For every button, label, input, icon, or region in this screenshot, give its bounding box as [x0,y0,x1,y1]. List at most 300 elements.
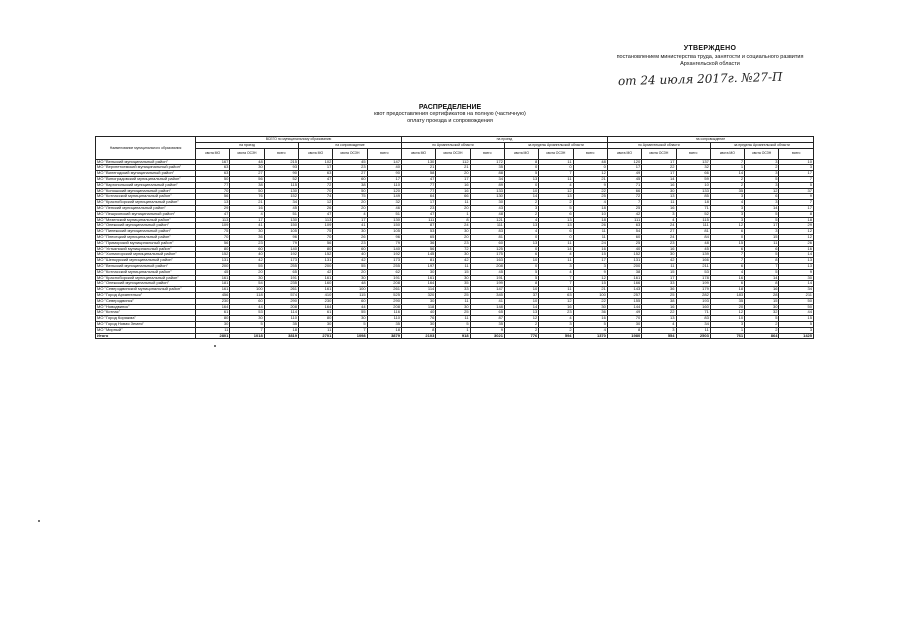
quota-cell: 18 [676,200,710,206]
quota-cell: 140 [367,246,401,252]
quota-cell: 48 [230,159,264,165]
quota-cell: 33 [436,287,470,293]
quota-cell: 16 [539,304,573,310]
quota-cell: 30 [196,321,230,327]
quota-table [95,136,814,339]
quota-cell: 0 [504,263,538,269]
quota-cell: 574 [264,292,298,298]
quota-cell: 594 [539,333,573,339]
quota-cell: 105 [367,229,401,235]
quota-cell: 152 [196,252,230,258]
quota-cell: 14 [642,176,676,182]
quota-cell: 8 [779,211,814,217]
quota-cell: 4 [573,327,607,333]
header-escort: на сопровождение [607,137,813,143]
quota-cell: 13 [504,223,538,229]
quota-cell: 761 [710,333,744,339]
quota-cell: 118 [401,304,435,310]
quota-cell: 26 [299,205,333,211]
quota-cell: 7 [230,327,264,333]
quota-cell: 261 [264,287,298,293]
quota-cell: 152 [299,252,333,258]
quota-cell: 16 [642,182,676,188]
approval-block [610,45,810,68]
quota-cell: 30 [230,165,264,171]
approval-line-2: Архангельской области [680,61,740,67]
table-total-row [96,333,814,339]
quota-cell: 6 [710,281,744,287]
quota-cell: 110 [367,316,401,322]
quota-cell: 16 [230,205,264,211]
quota-cell: 3 [539,321,573,327]
quota-cell: 120 [367,188,401,194]
quota-cell: 27 [230,171,264,177]
quota-cell: 60 [230,246,264,252]
quota-cell: 7 [779,176,814,182]
quota-cell: 49 [607,171,641,177]
approval-title: УТВЕРЖДЕНО [683,45,737,52]
quota-cell: 13 [504,176,538,182]
municipality-name: МО "Мезенский муниципальный район" [96,217,196,223]
quota-cell: 131 [607,258,641,264]
quota-cell: 48 [676,240,710,246]
quota-cell: 150 [367,223,401,229]
quota-cell: 7 [539,281,573,287]
quota-cell: 11 [436,200,470,206]
quota-cell: 191 [470,275,504,281]
quota-cell: 918 [436,333,470,339]
quota-cell: 160 [299,281,333,287]
quota-cell: 3819 [264,333,298,339]
quota-cell: 9 [470,327,504,333]
quota-cell: 172 [470,159,504,165]
quota-cell: 29 [779,223,814,229]
header-travel: на проезд [401,137,607,143]
quota-cell: 261 [367,287,401,293]
municipality-name: МО "Приморский муниципальный район" [96,240,196,246]
quota-cell: 111 [470,223,504,229]
quota-cell: 13 [504,310,538,316]
quota-cell: 16 [573,246,607,252]
quota-cell: 191 [264,275,298,281]
quota-cell: 17 [401,200,435,206]
quota-cell: 20 [230,269,264,275]
quota-cell: 145 [401,252,435,258]
quota-cell: 83 [676,316,710,322]
quota-cell: 3 [642,211,676,217]
quota-cell: 15 [745,234,779,240]
quota-cell: 35 [367,321,401,327]
quota-cell: 30 [230,229,264,235]
quota-cell: 1098 [333,333,367,339]
quota-cell: 14 [779,281,814,287]
quota-cell: 1018 [230,333,264,339]
municipality-name: МО "Город Коряжма" [96,316,196,322]
quota-cell: 72 [299,182,333,188]
quota-cell: 30 [230,275,264,281]
quota-cell: 164 [196,304,230,310]
quota-cell: 48 [333,281,367,287]
quota-cell: 193 [676,298,710,304]
quota-cell: 776 [504,333,538,339]
quota-cell: 5 [333,321,367,327]
quota-cell: 36 [642,287,676,293]
quota-cell: 2701 [299,333,333,339]
quota-cell: 51 [264,211,298,217]
quota-cell: 15 [573,252,607,258]
quota-cell: 5 [745,252,779,258]
quota-cell: 7 [710,159,744,165]
quota-cell: 10 [504,298,538,304]
quota-cell: 0 [504,165,538,171]
quota-cell: 20 [710,304,744,310]
quota-cell: 7 [607,200,641,206]
quota-cell: 149 [367,194,401,200]
quota-cell: 21 [230,200,264,206]
quota-cell: 26 [779,240,814,246]
quota-cell: 120 [607,159,641,165]
quota-cell: 30 [745,304,779,310]
quota-cell: 87 [401,223,435,229]
municipality-name: МО "Плесецкий муниципальный район" [96,234,196,240]
quota-cell: 0 [504,182,538,188]
quota-cell: 54 [607,229,641,235]
quota-cell: 41 [230,223,264,229]
quota-cell: 6 [745,194,779,200]
header-name: Наименование муниципального образования [96,137,196,160]
quota-cell: 215 [264,159,298,165]
quota-cell: 200 [299,263,333,269]
quota-cell: 125 [470,246,504,252]
header-col-total: всего [264,148,298,159]
quota-cell: 21 [436,165,470,171]
quota-cell: 12 [573,275,607,281]
quota-cell: 8 [607,327,641,333]
quota-cell: 18 [779,217,814,223]
quota-cell: 864 [745,333,779,339]
quota-cell: 15 [710,240,744,246]
municipality-name: МО "Новодвинск" [96,304,196,310]
quota-cell: 11 [642,200,676,206]
quota-cell: 20 [333,200,367,206]
quota-cell: 13 [642,194,676,200]
quota-cell: 35 [470,165,504,171]
quota-cell: 6 [710,229,744,235]
quota-cell: 76 [230,194,264,200]
quota-cell: 35 [710,298,744,304]
quota-cell: 45 [264,205,298,211]
quota-cell: 35 [470,321,504,327]
quota-cell: 6 [710,263,744,269]
quota-cell: 14 [710,171,744,177]
quota-cell: 3 [779,165,814,171]
quota-cell: 3 [573,263,607,269]
header-total-escort: на сопровождение [299,142,402,148]
quota-cell: 30 [401,298,435,304]
quota-cell: 60 [470,240,504,246]
quota-cell: 55 [230,263,264,269]
header-col-osszn: квота ОСЗН [333,148,367,159]
quota-cell: 30 [401,321,435,327]
quota-cell: 11 [299,327,333,333]
municipality-name: МО "Котласский муниципальный район" [96,194,196,200]
quota-cell: 30 [436,304,470,310]
quota-cell: 5 [745,316,779,322]
quota-cell: 24 [642,234,676,240]
quota-cell: 208 [264,304,298,310]
quota-cell: 30 [470,200,504,206]
quota-cell: 4 [230,211,264,217]
quota-cell: 71 [607,182,641,188]
quota-cell: 5 [745,217,779,223]
quota-cell: 22 [642,310,676,316]
quota-cell: 43 [470,205,504,211]
quota-cell: 1425 [779,333,814,339]
quota-cell: 320 [401,292,435,298]
municipality-name: Итого [96,333,196,339]
header-travel-out-region: за пределы Архангельской области [504,142,607,148]
quota-cell: 112 [436,159,470,165]
quota-cell: 13 [539,217,573,223]
quota-cell: 3 [642,327,676,333]
quota-cell: 13 [539,223,573,229]
quota-cell: 40 [401,310,435,316]
quota-cell: 130 [367,217,401,223]
scan-speck [38,520,40,522]
municipality-name: МО "Вилегодский муниципальный район" [96,171,196,177]
quota-cell: 42 [333,258,367,264]
quota-cell: 166 [607,281,641,287]
quota-cell: 80 [299,246,333,252]
quota-cell: 30 [642,252,676,258]
quota-cell: 88 [470,171,504,177]
quota-cell: 53 [401,229,435,235]
quota-cell: 11 [676,327,710,333]
quota-cell: 5 [230,321,264,327]
quota-cell: 65 [401,234,435,240]
quota-cell: 25 [607,205,641,211]
quota-cell: 161 [196,275,230,281]
quota-cell: 42 [299,269,333,275]
municipality-name: МО "Мирный" [96,327,196,333]
quota-cell: 23 [642,240,676,246]
quota-cell: 173 [367,258,401,264]
quota-cell: 2 [710,182,744,188]
quota-cell: 42 [607,211,641,217]
quota-cell: 0 [573,165,607,171]
quota-cell: 70 [196,234,230,240]
quota-cell: 1 [710,327,744,333]
quota-cell: 140 [264,246,298,252]
quota-cell: 20 [436,205,470,211]
quota-cell: 7 [745,263,779,269]
quota-cell: 25 [436,292,470,298]
quota-cell: 8 [436,217,470,223]
quota-cell: 14 [745,275,779,281]
quota-cell: 5 [745,176,779,182]
quota-cell: 55 [333,263,367,269]
quota-cell: 109 [196,223,230,229]
quota-cell: 235 [264,281,298,287]
quota-cell: 15 [573,281,607,287]
quota-cell: 56 [401,246,435,252]
quota-cell: 63 [607,223,641,229]
quota-cell: 8 [401,327,435,333]
quota-cell: 115 [264,182,298,188]
quota-cell: 114 [401,287,435,293]
quota-cell: 5 [745,211,779,217]
quota-cell: 167 [196,159,230,165]
quota-cell: 60 [333,176,367,182]
quota-cell: 6 [745,246,779,252]
quota-cell: 50 [333,188,367,194]
quota-cell: 96 [264,234,298,240]
quota-cell: 100 [333,287,367,293]
quota-cell: 40 [607,246,641,252]
quota-cell: 40 [333,252,367,258]
quota-cell: 12 [710,223,744,229]
quota-cell: 34 [264,200,298,206]
quota-cell: 133 [470,188,504,194]
quota-cell: 70 [607,316,641,322]
municipality-name: МО "Северодвинск" [96,298,196,304]
quota-cell: 0 [539,165,573,171]
quota-cell: 113 [299,217,333,223]
quota-cell: 35 [264,321,298,327]
quota-cell: 15 [779,316,814,322]
quota-cell: 42 [436,258,470,264]
quota-cell: 16 [779,246,814,252]
quota-cell: 18 [710,287,744,293]
quota-cell: 45 [333,159,367,165]
municipality-name: МО "Вельский муниципальный район" [96,159,196,165]
quota-cell: 60 [333,298,367,304]
quota-cell: 130 [264,188,298,194]
quota-cell: 17 [607,165,641,171]
quota-cell: 34 [470,176,504,182]
quota-cell: 42 [642,258,676,264]
quota-cell: 7 [333,327,367,333]
quota-cell: 22 [573,298,607,304]
document-title: РАСПРЕДЕЛЕНИЕ [418,104,482,111]
quota-cell: 147 [470,287,504,293]
quota-cell: 9 [573,182,607,188]
quota-cell: 25 [573,194,607,200]
quota-cell: 44 [333,304,367,310]
quota-cell: 14 [745,205,779,211]
header-col-osszn: квота ОСЗН [642,148,676,159]
quota-cell: 181 [196,281,230,287]
quota-cell: 50 [196,176,230,182]
municipality-name: МО "Коношский муниципальный район" [96,188,196,194]
quota-cell: 10 [504,258,538,264]
quota-cell: 12 [299,200,333,206]
quota-cell: 114 [264,310,298,316]
quota-cell: 71 [676,205,710,211]
quota-cell: 3 [745,182,779,188]
header-col-total: всего [470,148,504,159]
quota-cell: 16 [436,188,470,194]
quota-cell: 1370 [573,333,607,339]
quota-cell: 255 [367,263,401,269]
quota-cell: 3 [539,263,573,269]
quota-cell: 32 [367,200,401,206]
quota-cell: 35 [710,188,744,194]
quota-cell: 89 [470,182,504,188]
quota-cell: 13 [779,258,814,264]
quota-cell: 211 [676,263,710,269]
header-col-mo: квота МО [710,148,744,159]
quota-cell: 75 [196,229,230,235]
quota-cell: 12 [779,229,814,235]
quota-cell: 197 [401,263,435,269]
quota-cell: 29 [196,205,230,211]
quota-cell: 208 [470,263,504,269]
header-col-total: всего [367,148,401,159]
quota-cell: 81 [470,234,504,240]
quota-cell: 7 [710,252,744,258]
quota-cell: 164 [299,304,333,310]
quota-cell: 11 [539,258,573,264]
quota-cell: 3 [710,211,744,217]
quota-cell: 12 [504,316,538,322]
quota-cell: 2 [504,327,538,333]
quota-cell: 13 [642,316,676,322]
quota-cell: 5 [539,205,573,211]
quota-cell: 11 [539,176,573,182]
quota-cell: 41 [333,223,367,229]
quota-cell: 183 [710,292,744,298]
municipality-name: МО "Город Новая Земля" [96,321,196,327]
quota-cell: 16 [642,246,676,252]
quota-cell: 12 [573,171,607,177]
quota-cell: 10 [573,211,607,217]
quota-cell: 22 [642,165,676,171]
quota-cell: 2 [745,165,779,171]
header-col-osszn: квота ОСЗН [745,148,779,159]
quota-cell: 42 [230,258,264,264]
header-col-osszn: квота ОСЗН [436,148,470,159]
quota-cell: 110 [264,316,298,322]
quota-cell: 30 [573,304,607,310]
quota-cell: 23 [539,310,573,316]
quota-cell: 75 [333,194,367,200]
quota-cell: 11 [745,240,779,246]
quota-cell: 63 [196,165,230,171]
quota-cell: 80 [299,316,333,322]
quota-cell: 96 [367,234,401,240]
quota-cell: 130 [401,159,435,165]
quota-cell: 5 [504,275,538,281]
header-travel-in-region: по Архангельской области [401,142,504,148]
municipality-name: МО "Красноборский муниципальный район" [96,200,196,206]
quota-cell: 164 [401,281,435,287]
header-col-total: всего [676,148,710,159]
quota-cell: 4 [539,269,573,275]
quota-cell: 13 [504,240,538,246]
quota-cell: 28 [745,292,779,298]
quota-cell: 131 [299,258,333,264]
quota-cell: 0 [504,234,538,240]
header-col-mo: квота МО [196,148,230,159]
quota-cell: 77 [401,188,435,194]
quota-cell: 11 [539,159,573,165]
quota-cell: 6 [710,246,744,252]
quota-cell: 5 [745,269,779,275]
quota-cell: 16 [710,275,744,281]
approval-line-1: постановлением министерства труда, занятости и социального развития [616,54,804,60]
quota-cell: 50 [779,298,814,304]
